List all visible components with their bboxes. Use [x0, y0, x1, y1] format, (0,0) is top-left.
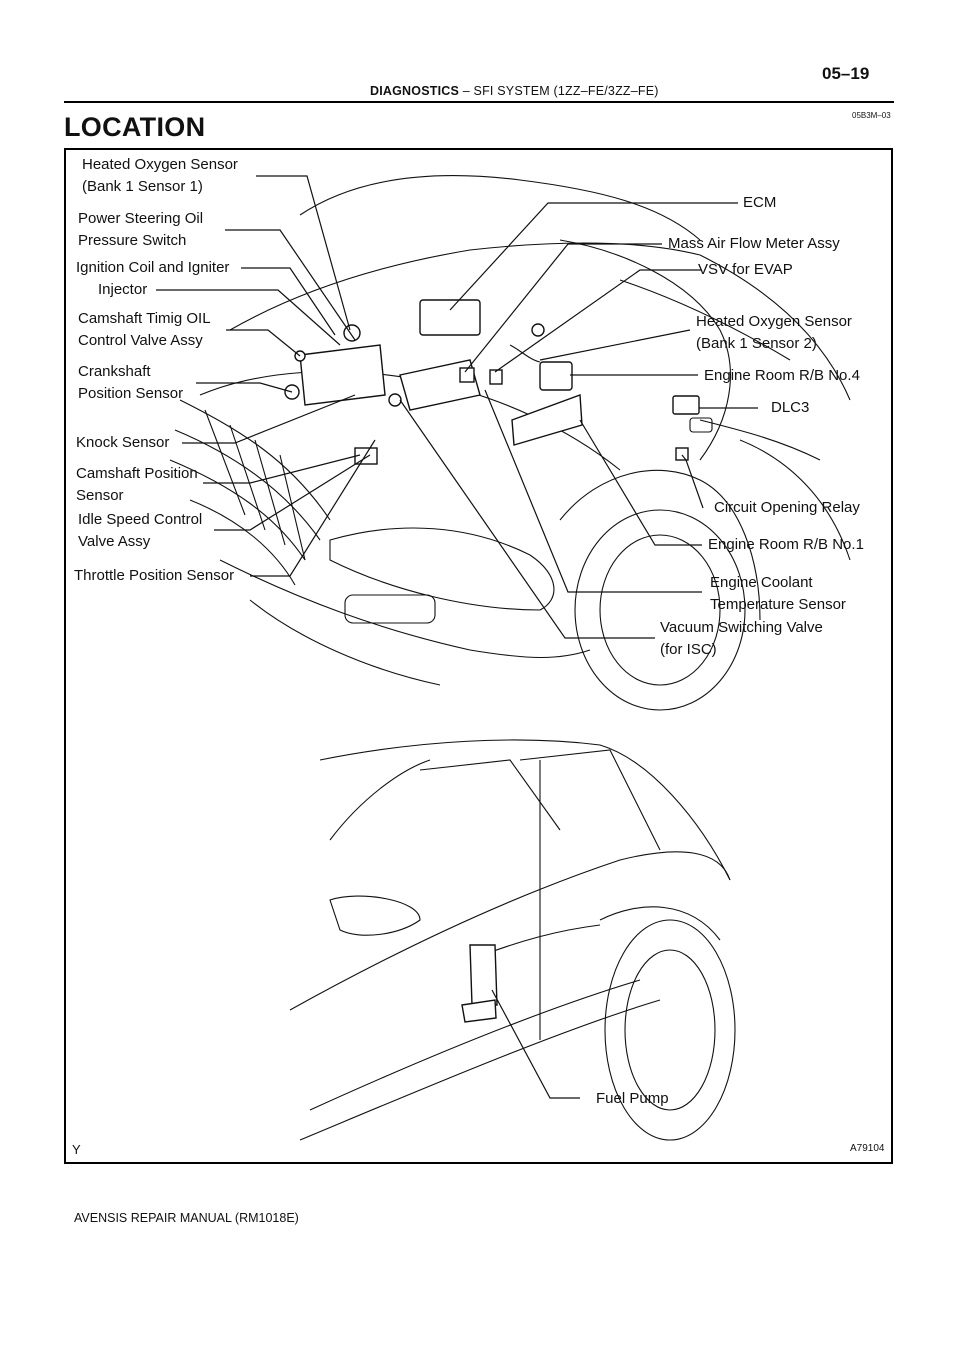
label-vsv-evap: VSV for EVAP	[698, 261, 793, 278]
document-code: 05B3M–03	[852, 111, 891, 120]
label-engine-room-rb-no4: Engine Room R/B No.4	[704, 367, 860, 384]
label-line: (for ISC)	[660, 641, 717, 658]
label-line: Power Steering Oil	[78, 210, 204, 227]
figure-corner-mark: Y	[72, 1142, 81, 1157]
label-line: Pressure Switch	[78, 232, 187, 249]
label-camshaft-position-sensor	[76, 463, 198, 507]
label-vacuum-switching-valve-isc	[660, 617, 823, 661]
label-camshaft-timing-ocv	[78, 308, 211, 352]
label-knock-sensor: Knock Sensor	[76, 434, 170, 451]
label-line: Position Sensor	[78, 385, 184, 402]
label-dlc3: DLC3	[771, 399, 810, 416]
label-ho2s-bank1-sensor1	[82, 154, 238, 198]
header-section: DIAGNOSTICS	[370, 84, 460, 98]
label-ps-oil-pressure-switch	[78, 208, 203, 252]
label-injector: Injector	[98, 281, 148, 298]
page-number: 05–19	[822, 64, 870, 83]
engine-components-drawing	[285, 300, 699, 464]
label-line: Temperature Sensor	[710, 596, 846, 613]
label-line: (Bank 1 Sensor 1)	[82, 178, 203, 195]
label-line: Heated Oxygen Sensor	[696, 313, 852, 330]
label-ignition-coil: Ignition Coil and Igniter	[76, 259, 230, 276]
footer-manual-title: AVENSIS REPAIR MANUAL (RM1018E)	[74, 1211, 299, 1225]
header-subsection: SFI SYSTEM (1ZZ–FE/3ZZ–FE)	[473, 84, 659, 98]
label-crankshaft-position-sensor	[78, 361, 183, 405]
label-mass-air-flow-meter: Mass Air Flow Meter Assy	[668, 235, 840, 252]
figure-id: A79104	[850, 1143, 885, 1154]
label-fuel-pump: Fuel Pump	[596, 1090, 669, 1107]
label-idle-speed-control-valve	[78, 509, 202, 553]
label-line: Crankshaft	[78, 363, 151, 380]
label-engine-coolant-temp-sensor	[710, 572, 846, 616]
label-engine-room-rb-no1: Engine Room R/B No.1	[708, 536, 864, 553]
label-line: Idle Speed Control	[78, 511, 203, 528]
label-line: Camshaft Timig OIL	[78, 310, 211, 327]
header-separator: –	[462, 84, 470, 98]
label-line: Camshaft Position	[76, 465, 198, 482]
label-line: Sensor	[76, 487, 124, 504]
label-ho2s-bank1-sensor2	[696, 311, 852, 355]
label-line: Engine Coolant	[710, 574, 813, 591]
label-line: Valve Assy	[78, 533, 151, 550]
label-throttle-position-sensor: Throttle Position Sensor	[74, 567, 235, 584]
label-line: Vacuum Switching Valve	[660, 619, 823, 636]
label-line: Control Valve Assy	[78, 332, 203, 349]
label-circuit-opening-relay: Circuit Opening Relay	[714, 499, 860, 516]
label-line: Heated Oxygen Sensor	[82, 156, 238, 173]
label-ecm: ECM	[743, 194, 777, 211]
page-title: LOCATION	[64, 112, 206, 142]
car-side-drawing	[290, 740, 735, 1140]
label-line: (Bank 1 Sensor 2)	[696, 335, 817, 352]
